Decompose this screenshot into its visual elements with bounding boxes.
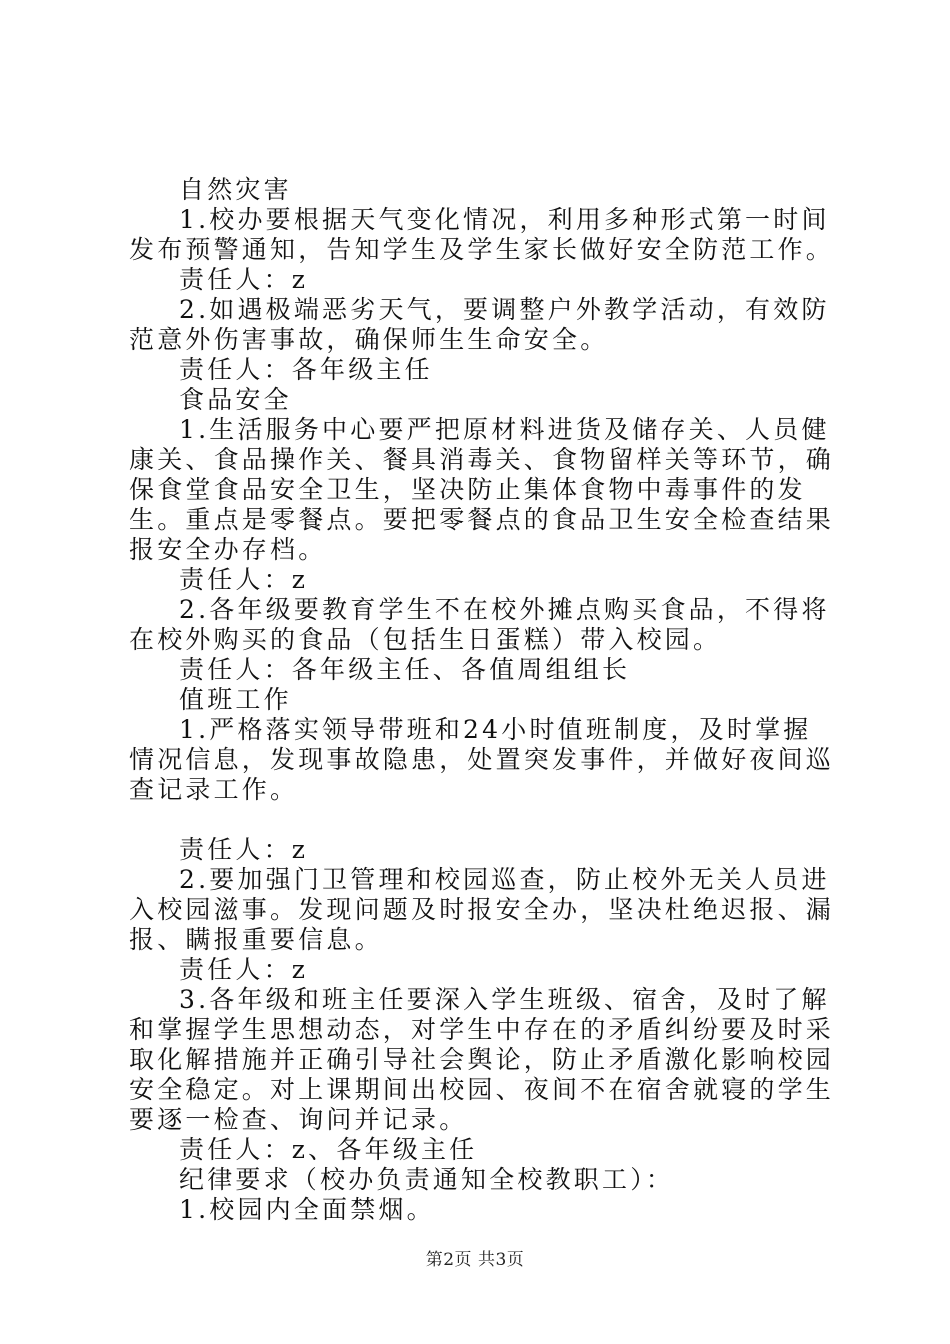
paragraph: 2.要加强门卫管理和校园巡查，防止校外无关人员进入校园滋事。发现问题及时报安全办，坚决杜绝迟报、漏报、瞒报重要信息。	[129, 865, 835, 954]
paragraph: 2.各年级要教育学生不在校外摊点购买食品，不得将在校外购买的食品（包括生日蛋糕）带入校园。	[129, 595, 830, 654]
responsible-person: 责任人：z	[179, 835, 309, 864]
responsible-person: 责任人：z	[179, 265, 309, 294]
page-number-footer: 第2页 共3页	[425, 1250, 525, 1270]
paragraph: 2.如遇极端恶劣天气，要调整户外教学活动，有效防范意外伤害事故，确保师生生命安全。	[129, 295, 830, 354]
paragraph: 1.校园内全面禁烟。	[179, 1195, 435, 1224]
responsible-person: 责任人：z	[179, 565, 309, 594]
document-body	[129, 175, 834, 1225]
paragraph: 1.严格落实领导带班和24小时值班制度，及时掌握情况信息，发现事故隐患，处置突发事件，并做好夜间巡查记录工作。	[129, 715, 835, 804]
responsible-person: 责任人：各年级主任	[179, 355, 433, 384]
paragraph: 1.生活服务中心要严把原材料进货及储存关、人员健康关、食品操作关、餐具消毒关、食物留样关等环节，确保食堂食品安全卫生，坚决防止集体食物中毒事件的发生。重点是零餐点。要把零餐点的食品卫生安全检查结果报安全办存档。	[129, 415, 835, 564]
section-heading-discipline: 纪律要求（校办负责通知全校教职工）：	[179, 1165, 675, 1194]
responsible-person: 责任人：各年级主任、各值周组组长	[179, 655, 631, 684]
responsible-person: 责任人：z、各年级主任	[179, 1135, 478, 1164]
section-heading-food-safety: 食品安全	[179, 385, 292, 414]
paragraph: 3.各年级和班主任要深入学生班级、宿舍，及时了解和掌握学生思想动态，对学生中存在的矛盾纠纷要及时采取化解措施并正确引导社会舆论，防止矛盾激化影响校园安全稳定。对上课期间出校园、夜间不在宿舍就寝的学生要逐一检查、询问并记录。	[129, 985, 835, 1134]
paragraph: 1.校办要根据天气变化情况，利用多种形式第一时间发布预警通知，告知学生及学生家长做好安全防范工作。	[129, 205, 835, 264]
section-heading-natural-disaster: 自然灾害	[179, 175, 292, 204]
section-heading-duty-work: 值班工作	[179, 685, 292, 714]
responsible-person: 责任人：z	[179, 955, 309, 984]
